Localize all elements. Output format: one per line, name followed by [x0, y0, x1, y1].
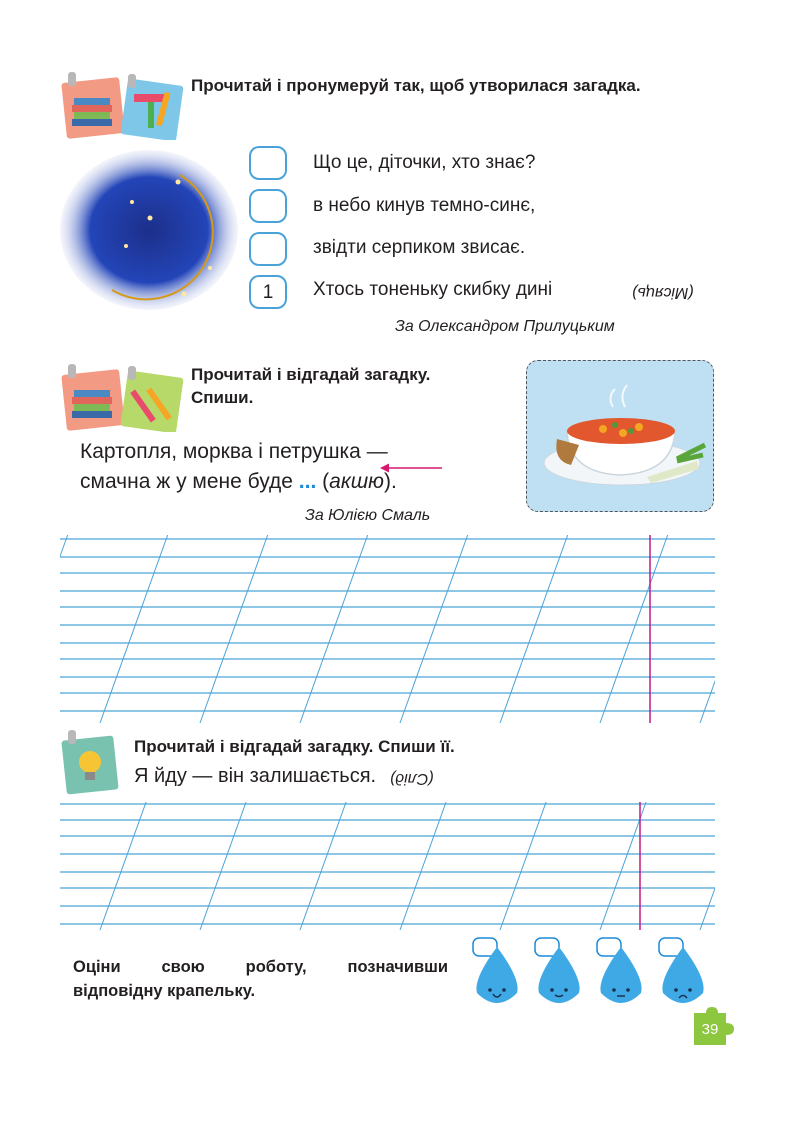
- poem-line-4: Хтось тоненьку скибку дині: [313, 279, 553, 300]
- slant-line: [60, 535, 68, 723]
- riddle-line-1: Картопля, морква і петрушка —: [80, 440, 388, 463]
- task1-icons: [60, 70, 188, 140]
- reverse-arrow-icon: [380, 462, 444, 474]
- slant-line: [200, 535, 268, 723]
- slant-line: [100, 802, 146, 930]
- slant-line: [300, 535, 368, 723]
- number-box-3[interactable]: [249, 232, 287, 266]
- task2-title: Прочитай і відгадай загадку. Спиши.: [191, 365, 431, 407]
- rating-drops: [455, 935, 715, 1015]
- poem-line-2: в небо кинув темно-синє,: [313, 195, 536, 216]
- slant-line: [200, 802, 246, 930]
- poem-line-1: Що це, діточки, хто знає?: [313, 152, 536, 173]
- slant-line: [600, 802, 646, 930]
- slant-line: [600, 535, 668, 723]
- slant-line: [400, 802, 446, 930]
- task1-author: За Олександром Прилуцьким: [395, 318, 615, 335]
- soup-image: [526, 360, 714, 512]
- flipped-answer: (Місяць): [632, 284, 694, 301]
- slant-line: [400, 535, 468, 723]
- drop-sad: [659, 938, 704, 1003]
- task2-author: За Юлією Смаль: [305, 507, 431, 524]
- poem-line-3: звідти серпиком звисає.: [313, 237, 526, 258]
- slant-line: [500, 802, 546, 930]
- drop-smile: [535, 938, 580, 1003]
- slant-line: [700, 535, 715, 723]
- writing-grid-2: [60, 802, 715, 930]
- task3-icon: [60, 728, 122, 798]
- task3-riddle: Я йду — він залишається. (Слід): [134, 765, 434, 787]
- task3-title: Прочитай і відгадай загадку. Спиши її.: [134, 737, 455, 756]
- slant-line: [500, 535, 568, 723]
- lightbulb-note-icon: [60, 728, 122, 798]
- number-box-1[interactable]: [249, 146, 287, 180]
- blank-dots: ...: [298, 470, 317, 493]
- slant-line: [700, 802, 715, 930]
- drop-happy: [473, 938, 518, 1003]
- book-note-icon: [60, 70, 188, 140]
- task1-title: Прочитай і пронумеруй так, щоб утворилася загадка.: [191, 76, 641, 95]
- riddle-line-2: смачна ж у мене буде ... (акшю).: [80, 470, 397, 493]
- moon-image: [60, 150, 238, 310]
- writing-grid-1: [60, 535, 715, 723]
- assessment-text: Оціни свою роботу, позначивши відповідну крапельку.: [73, 958, 448, 1000]
- pencil-note-icon: [60, 362, 188, 432]
- number-box-4[interactable]: 1: [249, 275, 287, 309]
- slant-line: [300, 802, 346, 930]
- page-number: 39: [701, 1021, 719, 1038]
- flipped-answer-2: (Слід): [389, 770, 434, 787]
- number-box-2[interactable]: [249, 189, 287, 223]
- drop-neutral: [597, 938, 642, 1003]
- reversed-word: акшю: [329, 470, 384, 493]
- task2-riddle: [80, 437, 397, 497]
- task2-icons: [60, 362, 188, 432]
- slant-line: [100, 535, 168, 723]
